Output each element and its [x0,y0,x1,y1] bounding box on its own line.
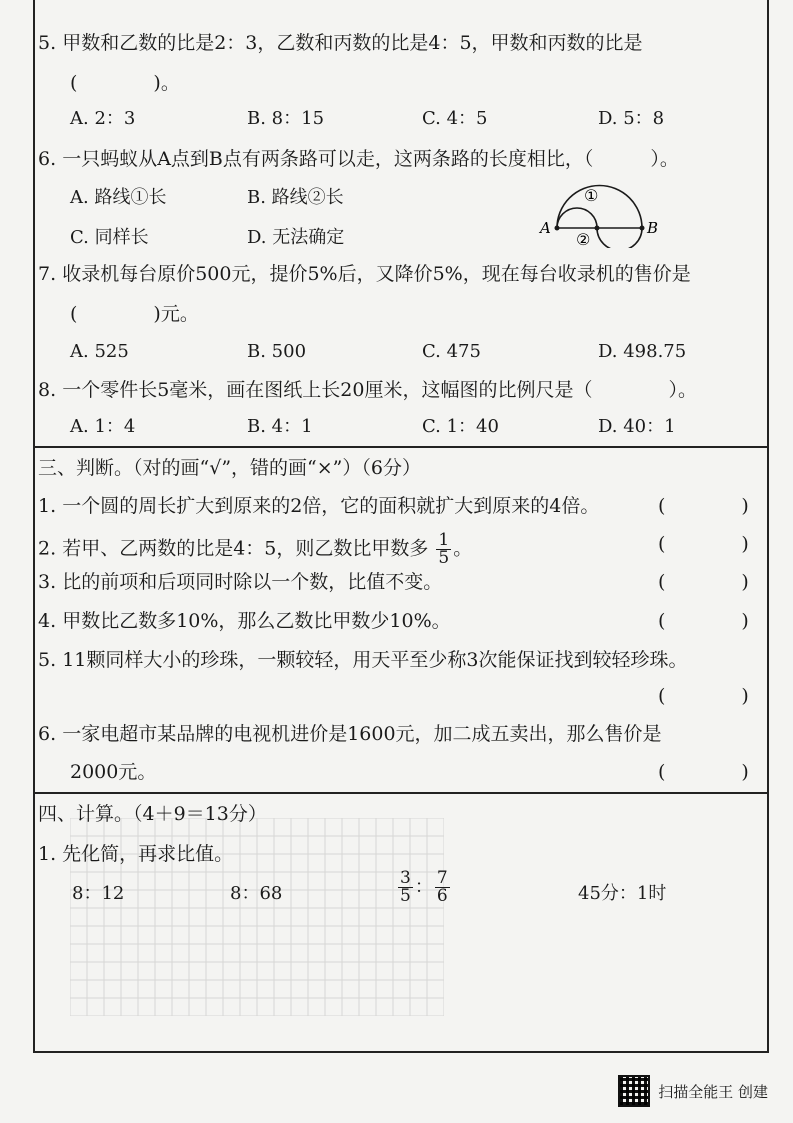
question-7-number: 7. [38,263,57,285]
midpoint-dot [595,226,600,231]
question-5-number: 5. [38,32,57,54]
question-6-option-a: A. 路线①长 [70,187,167,208]
question-6-option-b: B. 路线②长 [247,187,344,208]
question-5-blank: ( )。 [70,72,180,94]
question-7 [38,262,691,286]
judge-item-6-line2: 2000元。 [70,761,157,783]
route-1-label: ① [584,186,599,205]
question-5-option-a: A. 2：3 [70,108,136,129]
route-2-label: ② [576,230,591,248]
judge-item-6-text: 一家电超市某品牌的电视机进价是1600元，加二成五卖出，那么售价是 [62,723,662,745]
judge-item-2-number: 2. [38,537,57,560]
route-2-arc-left [557,208,597,228]
judge-section-title: 三、判断。（对的画“√”，错的画“×”）（6分） [38,457,421,479]
calc-item-4: 45分：1时 [578,883,667,904]
judge-item-1-number: 1. [38,495,57,517]
question-7-option-d: D. 498.75 [598,341,687,362]
question-6-text: 一只蚂蚁从A点到B点有两条路可以走，这两条路的长度相比，（ ）。 [62,148,679,170]
fraction-denominator: 6 [436,886,448,906]
question-7-option-a: A. 525 [70,341,129,362]
scanner-watermark [618,1075,768,1107]
calc-item-2: 8：68 [230,883,283,904]
calc-section-title: 四、计算。（4＋9＝13分） [38,803,267,825]
watermark-text: 扫描全能王 创建 [658,1082,768,1101]
judge-item-5-answer[interactable]: ( ) [658,685,749,707]
route-2-arc-right [597,228,642,248]
section-divider-judge [33,446,769,448]
judge-item-3 [38,570,442,594]
judge-item-6-answer[interactable]: ( ) [658,761,749,783]
point-a-label: A [540,219,551,237]
judge-item-1-answer[interactable]: ( ) [658,495,749,517]
judge-item-5-number: 5. [38,649,57,671]
judge-item-2-answer[interactable]: ( ) [658,533,749,555]
judge-item-3-number: 3. [38,571,57,593]
question-8-number: 8. [38,379,57,401]
judge-item-5-text: 11颗同样大小的珍珠，一颗较轻，用天平至少称3次能保证找到较轻珍珠。 [62,649,688,671]
question-8-text: 一个零件长5毫米，画在图纸上长20厘米，这幅图的比例尺是（ ）。 [62,379,697,401]
question-8-option-c: C. 1：40 [422,416,499,437]
section-divider-calc [33,792,769,794]
question-6-option-d: D. 无法确定 [247,227,345,248]
route-diagram [537,178,667,248]
point-b-dot [640,226,645,231]
route-1-arc [557,186,642,229]
question-5-text: 甲数和乙数的比是2：3，乙数和丙数的比是4：5，甲数和丙数的比是 [62,32,643,54]
point-b-label: B [647,219,659,237]
question-7-option-b: B. 500 [247,341,307,362]
question-8-option-b: B. 4：1 [247,416,313,437]
judge-item-4-answer[interactable]: ( ) [658,610,749,632]
calc-item-3 [396,870,452,905]
qr-code-icon [618,1075,650,1107]
judge-item-6-number: 6. [38,723,57,745]
question-8 [38,378,697,402]
ratio-separator: ： [414,876,433,898]
fraction-numerator: 7 [436,868,448,888]
question-8-option-d: D. 40：1 [598,416,676,437]
calc-fraction-b [435,870,450,905]
judge-item-5 [38,648,687,672]
fraction-denominator: 5 [438,548,450,568]
judge-item-3-answer[interactable]: ( ) [658,571,749,593]
question-5-option-c: C. 4：5 [422,108,488,129]
question-7-option-c: C. 475 [422,341,481,362]
calc-question-1: 1. 先化简，再求比值。 [38,843,234,865]
judge-item-6 [38,722,662,746]
calc-fraction-a [398,870,413,905]
question-5-option-d: D. 5：8 [598,108,665,129]
fraction-numerator: 1 [438,530,450,550]
question-6-number: 6. [38,148,57,170]
question-5 [38,31,643,55]
fraction-denominator: 5 [400,886,411,906]
question-8-option-a: A. 1：4 [70,416,136,437]
question-6 [38,147,679,171]
judge-item-1-text: 一个圆的周长扩大到原来的2倍，它的面积就扩大到原来的4倍。 [62,495,600,517]
question-6-option-c: C. 同样长 [70,227,149,248]
question-7-blank: ( )元。 [70,303,199,325]
judge-item-2-fraction [436,532,451,567]
judge-item-1 [38,494,599,518]
judge-item-2-end: 。 [453,537,473,560]
question-5-option-b: B. 8：15 [247,108,325,129]
question-7-text: 收录机每台原价500元，提价5%后，又降价5%，现在每台收录机的售价是 [62,263,691,285]
judge-item-4 [38,609,451,633]
judge-item-4-text: 甲数比乙数多10%，那么乙数比甲数少10%。 [62,610,451,632]
judge-item-2-text: 若甲、乙两数的比是4：5，则乙数比甲数多 [62,537,429,560]
judge-item-2 [38,532,472,567]
point-a-dot [555,226,560,231]
judge-item-4-number: 4. [38,610,57,632]
fraction-numerator: 3 [400,868,411,888]
calc-item-1: 8：12 [72,883,125,904]
judge-item-3-text: 比的前项和后项同时除以一个数，比值不变。 [62,571,443,593]
